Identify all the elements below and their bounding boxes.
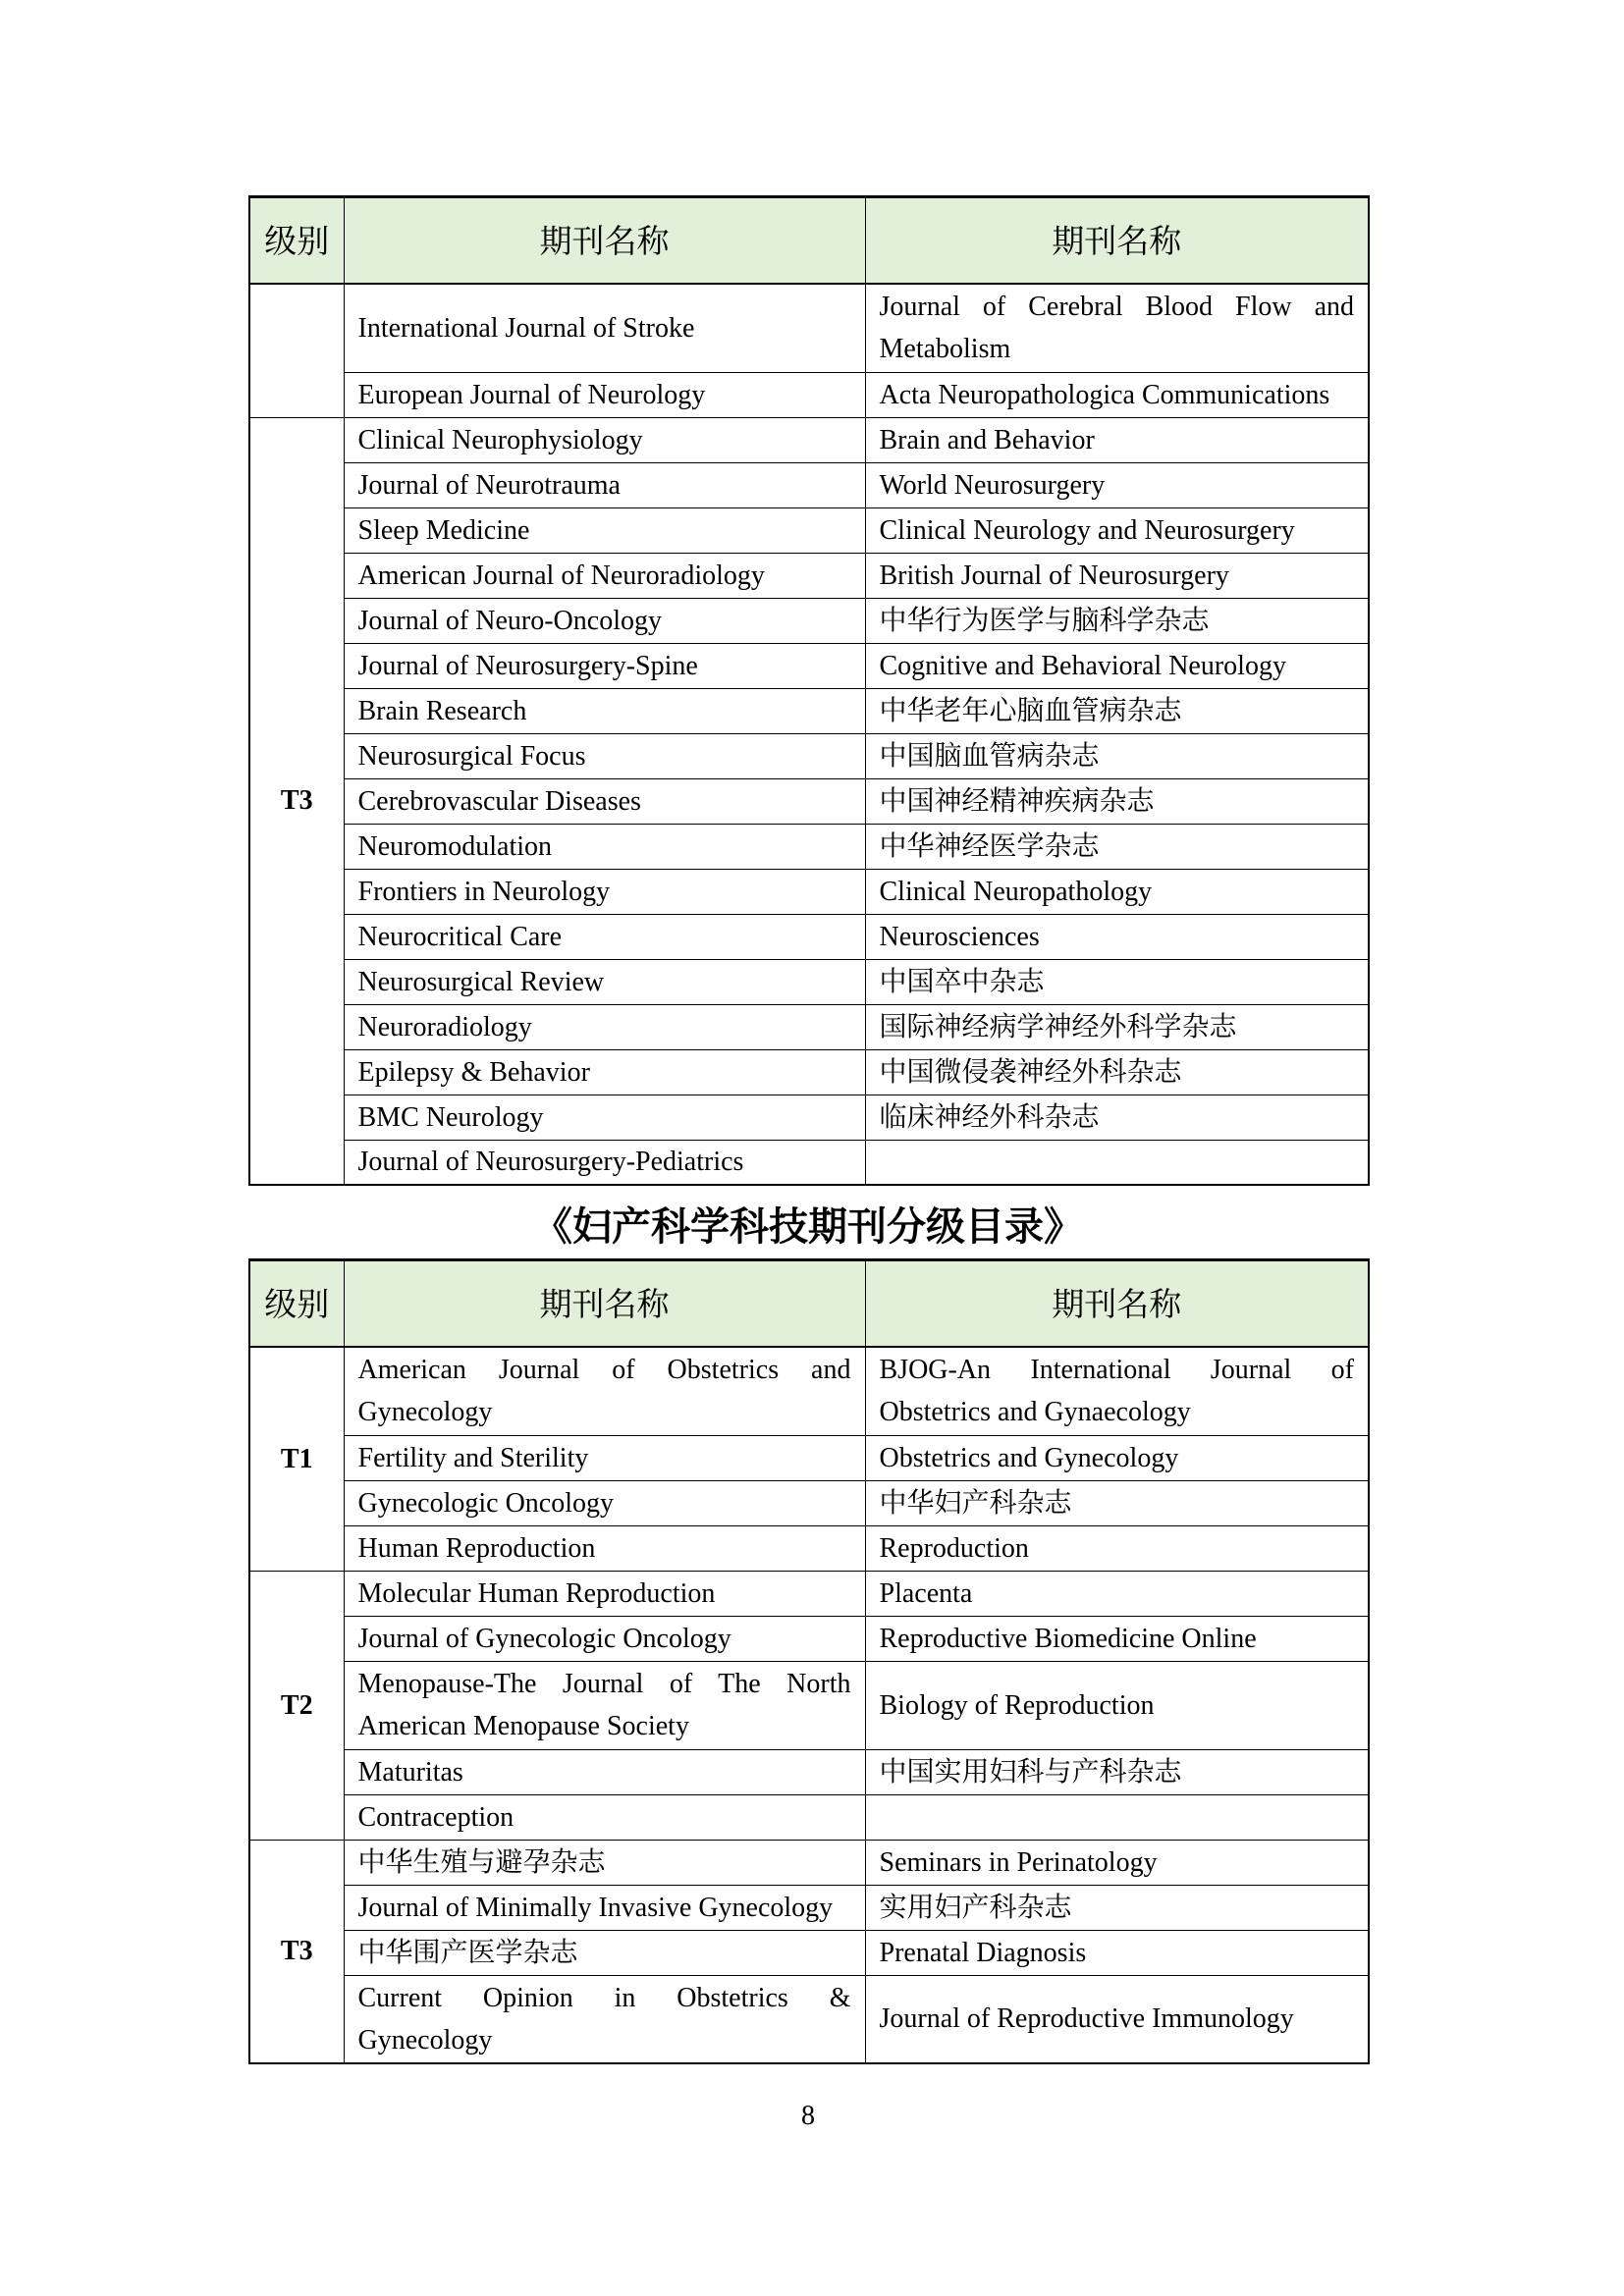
journal-cell: Journal of Neuro-Oncology xyxy=(344,598,865,643)
level-cell: T2 xyxy=(249,1571,344,1840)
header-cell: 期刊名称 xyxy=(344,197,865,285)
table-row xyxy=(249,1435,1369,1480)
journal-cell: Neurocritical Care xyxy=(344,914,865,959)
table-row xyxy=(249,1616,1369,1661)
journal-cell: Journal of Neurosurgery-Pediatrics xyxy=(344,1140,865,1185)
header-cell: 期刊名称 xyxy=(865,197,1369,285)
table-row xyxy=(249,824,1369,869)
table-row xyxy=(249,284,1369,372)
journal-cell: 中华围产医学杂志 xyxy=(344,1930,865,1975)
journal-cell: Obstetrics and Gynecology xyxy=(865,1435,1369,1480)
journal-cell xyxy=(865,1794,1369,1840)
journal-cell: 中国实用妇科与产科杂志 xyxy=(865,1749,1369,1794)
table-row xyxy=(249,507,1369,553)
journal-cell-line: Menopause-The Journal of The North xyxy=(357,1669,851,1699)
journal-cell-line: Gynecology xyxy=(357,2024,493,2056)
journal-cell: Gynecologic Oncology xyxy=(344,1480,865,1525)
table-row xyxy=(249,598,1369,643)
journal-cell: 实用妇产科杂志 xyxy=(865,1885,1369,1930)
journal-cell: BMC Neurology xyxy=(344,1095,865,1140)
journal-cell: Placenta xyxy=(865,1571,1369,1616)
journal-cell: Clinical Neuropathology xyxy=(865,869,1369,914)
journal-cell: 中华行为医学与脑科学杂志 xyxy=(865,598,1369,643)
journal-cell: 临床神经外科杂志 xyxy=(865,1095,1369,1140)
table-row xyxy=(249,462,1369,507)
journal-cell: Clinical Neurology and Neurosurgery xyxy=(865,507,1369,553)
table-row xyxy=(249,643,1369,688)
table-header-row xyxy=(249,1260,1369,1348)
journal-cell: International Journal of Stroke xyxy=(344,284,865,372)
journal-cell: Neuroradiology xyxy=(344,1004,865,1049)
journal-cell: Seminars in Perinatology xyxy=(865,1840,1369,1885)
table-row xyxy=(249,778,1369,824)
journal-cell xyxy=(344,1347,865,1435)
neurology-journal-table xyxy=(248,195,1370,1186)
table-row xyxy=(249,1930,1369,1975)
table-row xyxy=(249,914,1369,959)
journal-cell: 中华神经医学杂志 xyxy=(865,824,1369,869)
section-title: 《妇产科学科技期刊分级目录》 xyxy=(533,1205,1083,1249)
journal-cell: Journal of Neurosurgery-Spine xyxy=(344,643,865,688)
journal-cell: 中华妇产科杂志 xyxy=(865,1480,1369,1525)
header-cell: 期刊名称 xyxy=(344,1260,865,1348)
journal-cell: Fertility and Sterility xyxy=(344,1435,865,1480)
journal-cell: Cognitive and Behavioral Neurology xyxy=(865,643,1369,688)
level-cell: T3 xyxy=(249,417,344,1185)
table-row xyxy=(249,959,1369,1004)
level-cell xyxy=(249,284,344,417)
journal-cell: 中国微侵袭神经外科杂志 xyxy=(865,1049,1369,1095)
journal-cell: Maturitas xyxy=(344,1749,865,1794)
journal-cell xyxy=(344,1661,865,1749)
table-row xyxy=(249,1347,1369,1435)
journal-cell: Molecular Human Reproduction xyxy=(344,1571,865,1616)
journal-cell: Neuromodulation xyxy=(344,824,865,869)
journal-cell: European Journal of Neurology xyxy=(344,372,865,417)
table-row xyxy=(249,417,1369,462)
journal-cell-line: American Menopause Society xyxy=(357,1711,689,1741)
table-row xyxy=(249,1571,1369,1616)
journal-cell-line: Metabolism xyxy=(879,334,1011,365)
page-number: 8 xyxy=(801,2101,815,2131)
journal-cell-line: American Journal of Obstetrics and xyxy=(357,1355,851,1386)
journal-cell: Journal of Neurotrauma xyxy=(344,462,865,507)
header-cell: 级别 xyxy=(249,1260,344,1348)
table-header-row xyxy=(249,197,1369,285)
journal-cell: British Journal of Neurosurgery xyxy=(865,553,1369,598)
table-row xyxy=(249,1049,1369,1095)
journal-cell: Neurosurgical Review xyxy=(344,959,865,1004)
table-row xyxy=(249,688,1369,733)
table-row xyxy=(249,1661,1369,1749)
journal-cell-line: Journal of Cerebral Blood Flow and xyxy=(879,292,1354,323)
journal-cell-line: BJOG-An International Journal of xyxy=(879,1355,1354,1386)
journal-cell-line: Gynecology xyxy=(357,1397,493,1428)
table-row xyxy=(249,1840,1369,1885)
journal-cell-line: Current Opinion in Obstetrics & xyxy=(357,1982,851,2013)
header-cell: 期刊名称 xyxy=(865,1260,1369,1348)
journal-cell: Frontiers in Neurology xyxy=(344,869,865,914)
journal-cell: 中国卒中杂志 xyxy=(865,959,1369,1004)
table-row xyxy=(249,1480,1369,1525)
level-cell: T1 xyxy=(249,1347,344,1571)
journal-cell-line: Obstetrics and Gynaecology xyxy=(879,1397,1191,1428)
journal-cell: Brain Research xyxy=(344,688,865,733)
journal-cell: 中国神经精神疾病杂志 xyxy=(865,778,1369,824)
journal-cell: Biology of Reproduction xyxy=(865,1661,1369,1749)
table-row xyxy=(249,1140,1369,1185)
journal-cell: Sleep Medicine xyxy=(344,507,865,553)
journal-cell xyxy=(865,284,1369,372)
table-row xyxy=(249,1095,1369,1140)
journal-cell: World Neurosurgery xyxy=(865,462,1369,507)
journal-cell: 中国脑血管病杂志 xyxy=(865,733,1369,778)
table-row xyxy=(249,1794,1369,1840)
journal-cell: Acta Neuropathologica Communications xyxy=(865,372,1369,417)
journal-cell: Journal of Minimally Invasive Gynecology xyxy=(344,1885,865,1930)
journal-cell: Epilepsy & Behavior xyxy=(344,1049,865,1095)
journal-cell xyxy=(344,1975,865,2063)
table-row xyxy=(249,372,1369,417)
journal-cell: Neurosciences xyxy=(865,914,1369,959)
journal-cell: Reproduction xyxy=(865,1525,1369,1571)
journal-cell: Prenatal Diagnosis xyxy=(865,1930,1369,1975)
journal-cell: Cerebrovascular Diseases xyxy=(344,778,865,824)
journal-cell: 中华生殖与避孕杂志 xyxy=(344,1840,865,1885)
journal-cell xyxy=(865,1140,1369,1185)
table-row xyxy=(249,1975,1369,2063)
journal-cell: Contraception xyxy=(344,1794,865,1840)
table-row xyxy=(249,1885,1369,1930)
journal-cell: Human Reproduction xyxy=(344,1525,865,1571)
journal-cell: 中华老年心脑血管病杂志 xyxy=(865,688,1369,733)
table-row xyxy=(249,1525,1369,1571)
journal-cell: Journal of Reproductive Immunology xyxy=(865,1975,1369,2063)
journal-cell: Neurosurgical Focus xyxy=(344,733,865,778)
obgyn-journal-table xyxy=(248,1258,1370,2064)
table-row xyxy=(249,1749,1369,1794)
journal-cell: Clinical Neurophysiology xyxy=(344,417,865,462)
level-cell: T3 xyxy=(249,1840,344,2063)
table-row xyxy=(249,733,1369,778)
table-row xyxy=(249,869,1369,914)
journal-cell: American Journal of Neuroradiology xyxy=(344,553,865,598)
journal-cell xyxy=(865,1347,1369,1435)
journal-cell: 国际神经病学神经外科学杂志 xyxy=(865,1004,1369,1049)
table-row xyxy=(249,553,1369,598)
journal-cell: Reproductive Biomedicine Online xyxy=(865,1616,1369,1661)
header-cell: 级别 xyxy=(249,197,344,285)
table-row xyxy=(249,1004,1369,1049)
journal-cell: Journal of Gynecologic Oncology xyxy=(344,1616,865,1661)
journal-cell: Brain and Behavior xyxy=(865,417,1369,462)
